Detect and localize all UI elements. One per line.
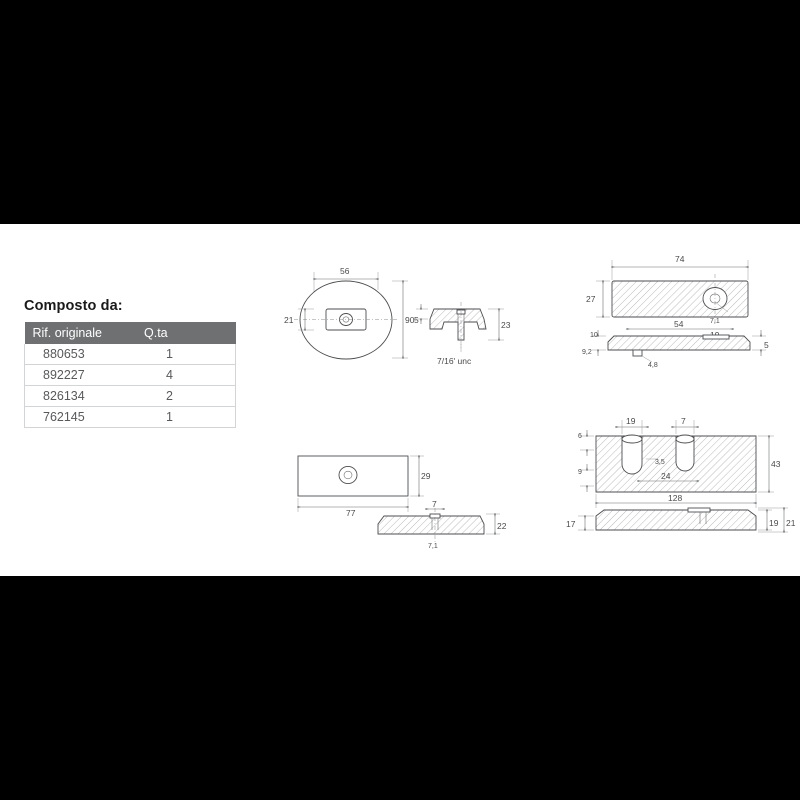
dim-77: 77: [346, 508, 356, 518]
technical-drawing-sheet: [0, 224, 800, 576]
dim-7-1-plate: 7,1: [428, 543, 438, 550]
dim-56: 56: [340, 266, 350, 276]
dim-23: 23: [501, 320, 511, 330]
table-row: [25, 386, 236, 407]
round-anode-views: [284, 266, 511, 366]
cell-qta: 1: [130, 407, 236, 428]
dim-54: 54: [674, 319, 684, 329]
cell-ref-originale: 892227: [25, 365, 131, 386]
bar-anode-74-views: [582, 254, 769, 369]
table-row: [25, 407, 236, 428]
dim-7-block: 7: [681, 416, 686, 426]
dim-4-8: 4,8: [648, 362, 658, 369]
cell-ref-originale: 762145: [25, 407, 131, 428]
dim-10: 10: [590, 332, 598, 339]
plate-anode-77-views: [298, 456, 507, 550]
dim-74: 74: [675, 254, 685, 264]
table-row: [25, 344, 236, 365]
column-header-qta: Q.ta: [130, 322, 236, 344]
dim-24: 24: [661, 471, 671, 481]
table-row: [25, 365, 236, 386]
dim-43: 43: [771, 459, 781, 469]
table-header-row: [25, 322, 236, 344]
cell-qta: 4: [130, 365, 236, 386]
dim-19-right: 19: [769, 518, 779, 528]
composto-da-heading: Composto da:: [24, 298, 123, 314]
cell-ref-originale: 826134: [25, 386, 131, 407]
dim-6: 6: [578, 433, 582, 440]
dim-5-right: 5: [764, 340, 769, 350]
dim-17: 17: [566, 519, 576, 529]
dim-21: 21: [284, 315, 294, 325]
block-anode-128-views: [566, 416, 796, 532]
dim-27: 27: [586, 294, 596, 304]
cell-qta: 2: [130, 386, 236, 407]
dim-22: 22: [497, 521, 507, 531]
dim-128: 128: [668, 493, 683, 503]
dim-21: 21: [786, 518, 796, 528]
dim-29: 29: [421, 471, 431, 481]
dim-9-2: 9,2: [582, 349, 592, 356]
label-thread: 7/16' unc: [437, 356, 472, 366]
cell-ref-originale: 880653: [25, 344, 131, 365]
dim-7-1: 7,1: [710, 318, 720, 325]
dim-5: 5: [414, 315, 419, 325]
dim-9: 9: [578, 469, 582, 476]
dim-7: 7: [432, 499, 437, 509]
drawings-area: [248, 224, 800, 576]
parts-table: [24, 322, 236, 428]
cell-qta: 1: [130, 344, 236, 365]
dim-3-5: 3,5: [655, 459, 665, 466]
dim-90: 90: [405, 315, 415, 325]
composto-da-block: [24, 298, 236, 428]
dim-19-block: 19: [626, 416, 636, 426]
column-header-rif-originale: Rif. originale: [25, 322, 131, 344]
